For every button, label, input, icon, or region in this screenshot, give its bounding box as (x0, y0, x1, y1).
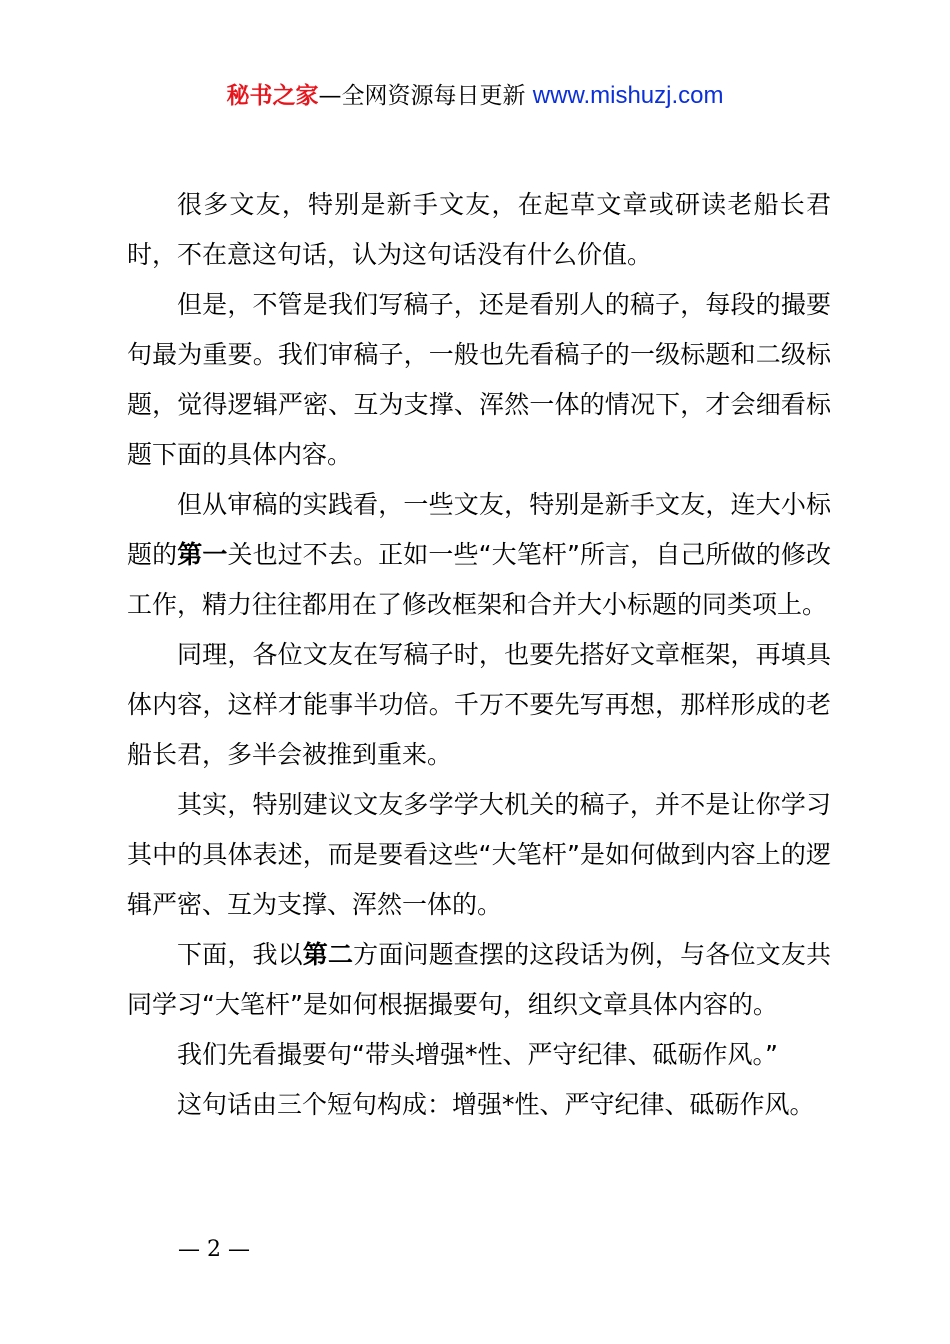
paragraph-3 (127, 480, 831, 630)
paragraph-6-text-a: 下面，我以 (177, 940, 303, 969)
paragraph-4: 同理，各位文友在写稿子时，也要先搭好文章框架，再填具体内容，这样才能事半功倍。千万不要先写再想，那样形成的老船长君，多半会被推到重来。 (127, 640, 831, 769)
paragraph-6-bold: 第二 (302, 940, 354, 969)
brand-name: 秘书之家 (226, 83, 319, 109)
paragraph-8: 这句话由三个短句构成：增强*性、严守纪律、砥砺作风。 (177, 1090, 815, 1119)
paragraph-3-bold: 第一 (177, 540, 228, 569)
paragraph-7: 我们先看撮要句“带头增强*性、严守纪律、砥砺作风。” (177, 1040, 778, 1069)
paragraph-1: 很多文友，特别是新手文友，在起草文章或研读老船长君时，不在意这句话，认为这句话没有什么价值。 (127, 190, 831, 269)
paragraph-3-text-a: 但从审稿的实践看，一些文友，特别是新手文友，连大小标题的 (127, 490, 831, 569)
paragraph-6 (127, 930, 831, 1030)
header-slogan: —全网资源每日更新 (318, 83, 533, 109)
site-url-link[interactable]: www.mishuzj.com (532, 82, 724, 109)
document-body (127, 180, 831, 1130)
page-number: — 2 — (178, 1237, 250, 1262)
paragraph-3-text-c: 关也过不去。正如一些“大笔杆”所言，自己所做的修改工作，精力往往都用在了修改框架和合并大小标题的同类项上。 (127, 540, 831, 619)
paragraph-5: 其实，特别建议文友多学学大机关的稿子，并不是让你学习其中的具体表述，而是要看这些“大笔杆”是如何做到内容上的逻辑严密、互为支撑、浑然一体的。 (127, 790, 831, 919)
paragraph-6-text-c: 方面问题查摆的这段话为例，与各位文友共同学习“大笔杆”是如何根据撮要句，组织文章具体内容的。 (127, 940, 831, 1019)
site-header (0, 80, 950, 112)
paragraph-2: 但是，不管是我们写稿子，还是看别人的稿子，每段的撮要句最为重要。我们审稿子，一般也先看稿子的一级标题和二级标题，觉得逻辑严密、互为支撑、浑然一体的情况下，才会细看标题下面的具体内容。 (127, 290, 831, 469)
